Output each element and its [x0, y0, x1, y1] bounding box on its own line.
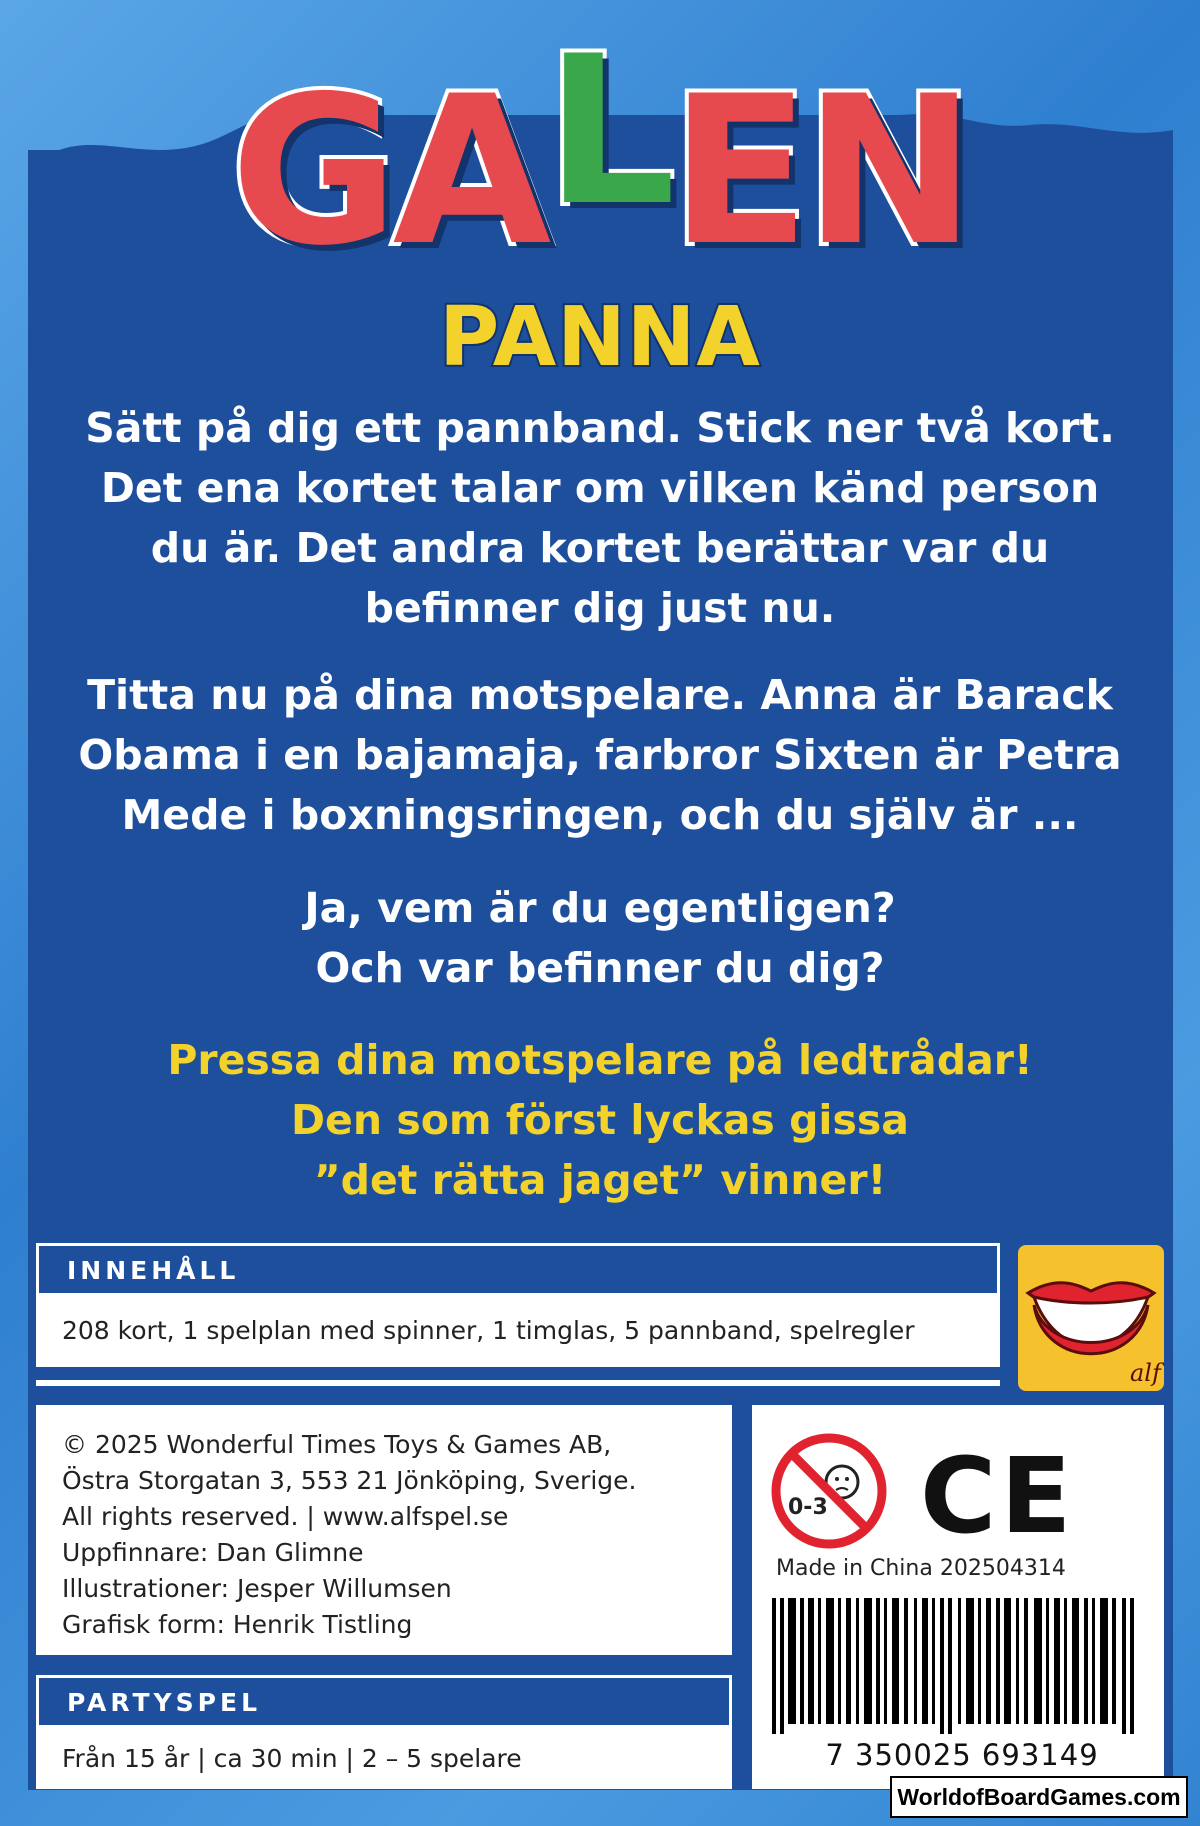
barcode — [772, 1598, 1152, 1734]
category-panel — [36, 1675, 732, 1789]
logo-letter: L — [545, 13, 670, 251]
logo-letter: G — [230, 53, 393, 291]
publisher-text: © 2025 Wonderful Times Toys & Games AB, Östra Storgatan 3, 553 21 Jönköping, Sverige. All rights reserved. | www.alfspel.se Uppfinnare: Dan Glimne Illustrationer: Jesper Willumsen Grafisk form: Henrik Tistling — [62, 1430, 637, 1639]
watermark: WorldofBoardGames.com — [890, 1776, 1188, 1818]
game-subtitle-logo: PANNA — [439, 290, 761, 385]
category-text: Från 15 år | ca 30 min | 2 – 5 spelare — [62, 1744, 522, 1773]
category-header: PARTYSPEL — [36, 1675, 732, 1725]
ce-mark: CE — [920, 1435, 1076, 1557]
logo-letter: N — [804, 53, 970, 291]
lips-icon — [1018, 1245, 1164, 1391]
game-title-logo — [230, 13, 970, 291]
alf-logo-text: alf — [1130, 1359, 1161, 1387]
publisher-panel — [36, 1405, 732, 1655]
age-warning-icon — [770, 1432, 888, 1550]
barcode-number: 7 350025 693149 — [825, 1738, 1099, 1772]
logo-letter: A — [392, 53, 546, 291]
made-in-text: Made in China 202504314 — [776, 1556, 1066, 1581]
description-paragraph-3: Ja, vem är du egentligen? Och var befinner du dig? — [304, 884, 896, 992]
alf-brand-logo — [1018, 1245, 1164, 1391]
description-paragraph-1: Sätt på dig ett pannband. Stick ner två kort. Det ena kortet talar om vilken känd person du är. Det andra kortet berättar var du befinner dig just nu. — [85, 404, 1115, 632]
description-paragraph-2: Titta nu på dina motspelare. Anna är Barack Obama i en bajamaja, farbror Sixten är Petra Mede i boxningsringen, och du själv är ... — [78, 671, 1122, 839]
contents-panel — [36, 1243, 1000, 1367]
logo-letter: E — [669, 53, 805, 291]
contents-header: INNEHÅLL — [36, 1243, 1000, 1293]
description-paragraph-4: Pressa dina motspelare på ledtrådar! Den som först lyckas gissa ”det rätta jaget” vinner! — [167, 1036, 1033, 1204]
contents-text: 208 kort, 1 spelplan med spinner, 1 timglas, 5 pannband, spelregler — [62, 1316, 915, 1345]
age-warning-label: 0-3 — [788, 1495, 828, 1520]
divider — [36, 1380, 1000, 1386]
